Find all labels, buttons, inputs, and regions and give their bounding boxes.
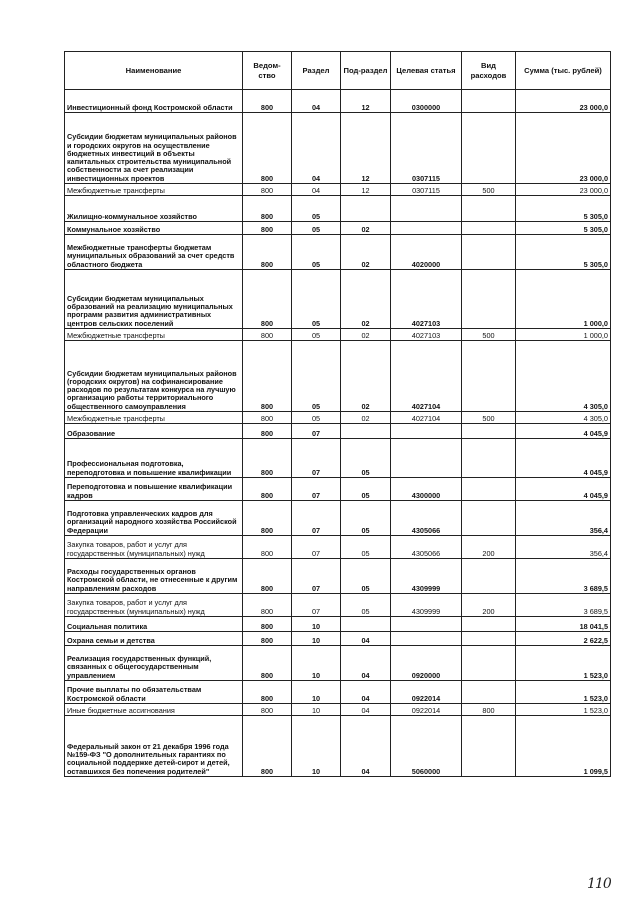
table-row xyxy=(65,412,611,424)
row-section: 10 xyxy=(292,632,341,646)
row-expense-type xyxy=(462,501,516,536)
row-expense-type xyxy=(462,222,516,235)
row-expense-type: 800 xyxy=(462,704,516,716)
row-name: Прочие выплаты по обязательствам Костромской области xyxy=(65,681,243,704)
row-amount: 3 689,5 xyxy=(516,594,611,617)
header-section: Раздел xyxy=(292,52,341,90)
row-subsection xyxy=(341,424,391,439)
row-expense-type: 500 xyxy=(462,412,516,424)
row-target-article: 4027104 xyxy=(391,412,462,424)
row-subsection: 02 xyxy=(341,412,391,424)
row-subsection: 04 xyxy=(341,632,391,646)
row-subsection: 02 xyxy=(341,329,391,341)
row-target-article: 4305066 xyxy=(391,501,462,536)
table-row xyxy=(65,235,611,270)
row-expense-type xyxy=(462,113,516,184)
row-department: 800 xyxy=(243,478,292,501)
row-section: 07 xyxy=(292,439,341,478)
row-name: Охрана семьи и детства xyxy=(65,632,243,646)
header-amount: Сумма (тыс. рублей) xyxy=(516,52,611,90)
row-department: 800 xyxy=(243,270,292,329)
row-section: 07 xyxy=(292,501,341,536)
row-department: 800 xyxy=(243,329,292,341)
row-target-article: 4309999 xyxy=(391,559,462,594)
row-section: 05 xyxy=(292,412,341,424)
row-subsection: 02 xyxy=(341,235,391,270)
row-amount: 2 622,5 xyxy=(516,632,611,646)
row-section: 05 xyxy=(292,341,341,412)
row-expense-type xyxy=(462,632,516,646)
row-department: 800 xyxy=(243,113,292,184)
row-name: Образование xyxy=(65,424,243,439)
row-department: 800 xyxy=(243,559,292,594)
row-amount: 4 045,9 xyxy=(516,439,611,478)
table-row xyxy=(65,646,611,681)
table-row xyxy=(65,113,611,184)
row-name: Субсидии бюджетам муниципальных районов (городских округов) на софинансирование расходов по результатам конкурса на лучшую организацию работы территориального общественного самоуправления xyxy=(65,341,243,412)
row-subsection: 05 xyxy=(341,439,391,478)
row-name: Межбюджетные трансферты xyxy=(65,184,243,196)
row-name: Расходы государственных органов Костромской области, не отнесенные к другим направлениям расходов xyxy=(65,559,243,594)
row-target-article xyxy=(391,439,462,478)
row-section: 07 xyxy=(292,594,341,617)
row-subsection: 05 xyxy=(341,478,391,501)
row-amount: 5 305,0 xyxy=(516,196,611,222)
row-department: 800 xyxy=(243,184,292,196)
row-target-article: 4309999 xyxy=(391,594,462,617)
table-row xyxy=(65,270,611,329)
row-amount: 4 305,0 xyxy=(516,341,611,412)
row-department: 800 xyxy=(243,90,292,113)
header-subsection: Под-раздел xyxy=(341,52,391,90)
row-expense-type xyxy=(462,90,516,113)
row-expense-type xyxy=(462,424,516,439)
row-subsection: 04 xyxy=(341,716,391,777)
row-name: Инвестиционный фонд Костромской области xyxy=(65,90,243,113)
row-name: Межбюджетные трансферты xyxy=(65,329,243,341)
row-target-article: 4305066 xyxy=(391,536,462,559)
row-department: 800 xyxy=(243,617,292,632)
table-row xyxy=(65,478,611,501)
row-target-article: 0307115 xyxy=(391,184,462,196)
row-department: 800 xyxy=(243,412,292,424)
table-row xyxy=(65,536,611,559)
row-department: 800 xyxy=(243,632,292,646)
row-amount: 4 045,9 xyxy=(516,424,611,439)
header-expense-type: Вид расходов xyxy=(462,52,516,90)
row-amount: 18 041,5 xyxy=(516,617,611,632)
row-name: Закупка товаров, работ и услуг для государственных (муниципальных) нужд xyxy=(65,594,243,617)
header-department: Ведом-ство xyxy=(243,52,292,90)
row-target-article: 5060000 xyxy=(391,716,462,777)
row-expense-type: 200 xyxy=(462,594,516,617)
row-target-article: 0300000 xyxy=(391,90,462,113)
row-target-article xyxy=(391,632,462,646)
row-target-article xyxy=(391,424,462,439)
row-subsection xyxy=(341,196,391,222)
row-section: 07 xyxy=(292,424,341,439)
row-department: 800 xyxy=(243,439,292,478)
row-section: 05 xyxy=(292,270,341,329)
row-amount: 23 000,0 xyxy=(516,90,611,113)
row-department: 800 xyxy=(243,704,292,716)
row-expense-type xyxy=(462,235,516,270)
row-department: 800 xyxy=(243,594,292,617)
row-amount: 356,4 xyxy=(516,501,611,536)
row-target-article: 4027104 xyxy=(391,341,462,412)
row-target-article: 4300000 xyxy=(391,478,462,501)
row-section: 10 xyxy=(292,646,341,681)
row-subsection: 12 xyxy=(341,184,391,196)
row-subsection: 12 xyxy=(341,90,391,113)
table-row xyxy=(65,681,611,704)
row-target-article xyxy=(391,196,462,222)
row-amount: 1 000,0 xyxy=(516,329,611,341)
table-row xyxy=(65,184,611,196)
row-name: Федеральный закон от 21 декабря 1996 года №159-ФЗ "О дополнительных гарантиях по социальной поддержке детей-сирот и детей, оставшихся без попечения родителей" xyxy=(65,716,243,777)
row-amount: 23 000,0 xyxy=(516,184,611,196)
table-row xyxy=(65,196,611,222)
row-department: 800 xyxy=(243,501,292,536)
row-section: 05 xyxy=(292,222,341,235)
row-department: 800 xyxy=(243,646,292,681)
row-name: Межбюджетные трансферты xyxy=(65,412,243,424)
row-expense-type: 500 xyxy=(462,329,516,341)
row-amount: 5 305,0 xyxy=(516,222,611,235)
row-expense-type: 200 xyxy=(462,536,516,559)
row-amount: 4 045,9 xyxy=(516,478,611,501)
table-row xyxy=(65,329,611,341)
row-amount: 356,4 xyxy=(516,536,611,559)
table-row xyxy=(65,424,611,439)
row-department: 800 xyxy=(243,235,292,270)
table-row xyxy=(65,501,611,536)
table-row xyxy=(65,704,611,716)
row-subsection: 02 xyxy=(341,270,391,329)
row-subsection xyxy=(341,617,391,632)
row-department: 800 xyxy=(243,341,292,412)
table-row xyxy=(65,90,611,113)
table-row xyxy=(65,632,611,646)
row-target-article: 0307115 xyxy=(391,113,462,184)
row-section: 04 xyxy=(292,90,341,113)
row-expense-type xyxy=(462,439,516,478)
row-subsection: 05 xyxy=(341,559,391,594)
row-expense-type xyxy=(462,559,516,594)
table-row xyxy=(65,222,611,235)
row-section: 05 xyxy=(292,196,341,222)
page-number: 110 xyxy=(587,876,611,892)
row-subsection: 12 xyxy=(341,113,391,184)
row-expense-type xyxy=(462,716,516,777)
header-name: Наименование xyxy=(65,52,243,90)
row-target-article: 4027103 xyxy=(391,329,462,341)
row-name: Субсидии бюджетам муниципальных районов и городских округов на осуществление бюджетных инвестиций в объекты капитальных строительства муниципальной собственности за счет реализации инвестиционных проектов xyxy=(65,113,243,184)
table-row xyxy=(65,439,611,478)
row-amount: 5 305,0 xyxy=(516,235,611,270)
header-target-article: Целевая статья xyxy=(391,52,462,90)
row-section: 10 xyxy=(292,704,341,716)
row-subsection: 04 xyxy=(341,681,391,704)
row-amount: 1 099,5 xyxy=(516,716,611,777)
row-expense-type xyxy=(462,270,516,329)
row-expense-type xyxy=(462,341,516,412)
row-target-article: 0922014 xyxy=(391,704,462,716)
row-name: Социальная политика xyxy=(65,617,243,632)
row-subsection: 02 xyxy=(341,341,391,412)
row-expense-type xyxy=(462,681,516,704)
row-section: 07 xyxy=(292,559,341,594)
row-name: Подготовка управленческих кадров для организаций народного хозяйства Российской Федерации xyxy=(65,501,243,536)
row-section: 07 xyxy=(292,536,341,559)
row-name: Реализация государственных функций, связанных с общегосударственным управлением xyxy=(65,646,243,681)
row-name: Коммунальное хозяйство xyxy=(65,222,243,235)
row-target-article: 0920000 xyxy=(391,646,462,681)
row-section: 04 xyxy=(292,184,341,196)
row-expense-type xyxy=(462,196,516,222)
row-target-article: 0922014 xyxy=(391,681,462,704)
row-section: 10 xyxy=(292,681,341,704)
row-subsection: 02 xyxy=(341,222,391,235)
row-target-article: 4020000 xyxy=(391,235,462,270)
row-expense-type xyxy=(462,617,516,632)
row-section: 05 xyxy=(292,235,341,270)
row-target-article: 4027103 xyxy=(391,270,462,329)
budget-table xyxy=(64,51,611,777)
table-row xyxy=(65,716,611,777)
row-amount: 1 523,0 xyxy=(516,704,611,716)
row-amount: 4 305,0 xyxy=(516,412,611,424)
row-section: 07 xyxy=(292,478,341,501)
row-name: Субсидии бюджетам муниципальных образований на реализацию муниципальных программ развития административных центров сельских поселений xyxy=(65,270,243,329)
row-name: Переподготовка и повышение квалификации кадров xyxy=(65,478,243,501)
row-amount: 23 000,0 xyxy=(516,113,611,184)
row-department: 800 xyxy=(243,536,292,559)
row-expense-type xyxy=(462,478,516,501)
row-subsection: 05 xyxy=(341,536,391,559)
row-section: 10 xyxy=(292,716,341,777)
row-amount: 1 523,0 xyxy=(516,646,611,681)
row-section: 04 xyxy=(292,113,341,184)
row-subsection: 05 xyxy=(341,594,391,617)
row-department: 800 xyxy=(243,681,292,704)
row-subsection: 05 xyxy=(341,501,391,536)
row-expense-type xyxy=(462,646,516,681)
table-body xyxy=(65,90,611,777)
header-row xyxy=(65,52,611,90)
row-subsection: 04 xyxy=(341,704,391,716)
row-department: 800 xyxy=(243,424,292,439)
table-row xyxy=(65,559,611,594)
row-name: Профессиональная подготовка, переподготовка и повышение квалификации xyxy=(65,439,243,478)
row-name: Закупка товаров, работ и услуг для государственных (муниципальных) нужд xyxy=(65,536,243,559)
row-name: Межбюджетные трансферты бюджетам муниципальных образований за счет средств областного бюджета xyxy=(65,235,243,270)
row-amount: 1 000,0 xyxy=(516,270,611,329)
row-department: 800 xyxy=(243,222,292,235)
row-name: Жилищно-коммунальное хозяйство xyxy=(65,196,243,222)
row-amount: 3 689,5 xyxy=(516,559,611,594)
row-target-article xyxy=(391,222,462,235)
row-section: 05 xyxy=(292,329,341,341)
table-row xyxy=(65,617,611,632)
row-department: 800 xyxy=(243,196,292,222)
row-section: 10 xyxy=(292,617,341,632)
row-target-article xyxy=(391,617,462,632)
table-row xyxy=(65,594,611,617)
row-amount: 1 523,0 xyxy=(516,681,611,704)
row-subsection: 04 xyxy=(341,646,391,681)
row-expense-type: 500 xyxy=(462,184,516,196)
table-row xyxy=(65,341,611,412)
row-department: 800 xyxy=(243,716,292,777)
row-name: Иные бюджетные ассигнования xyxy=(65,704,243,716)
